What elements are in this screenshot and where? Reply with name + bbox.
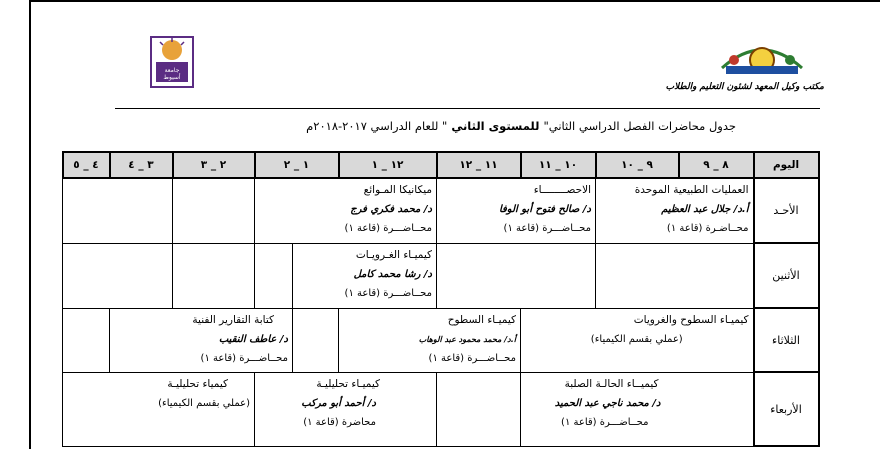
- period-header: ١١ _ ١٢: [437, 152, 521, 178]
- sunday-slot-1: [596, 178, 754, 243]
- period-header: ١ _ ٢: [255, 152, 339, 178]
- teacher: د/ محمد فكري فرج: [350, 204, 432, 215]
- institute-logo: [714, 38, 810, 80]
- subject: ميكانيكا المـوائع: [363, 184, 432, 196]
- subject: كيميـاء الغـرويـات: [355, 248, 432, 261]
- room: محــاضـــرة (قاعة ١): [344, 223, 432, 234]
- row-wednesday: [63, 372, 819, 446]
- empty-slot: [63, 178, 173, 243]
- teacher: د/ محمد ناجي عبد الحميد: [554, 397, 661, 409]
- empty-slot: [173, 243, 255, 308]
- wednesday-slot-1: [521, 372, 754, 446]
- room: محاضرة (قاعة ١): [303, 416, 376, 428]
- page-title: جدول محاضرات الفصل الدراسي الثاني" للمستوى الثاني " للعام الدراسي ٢٠١٧-٢٠١٨م: [306, 119, 736, 133]
- logo-caption-bottom: أسيوط: [163, 74, 181, 81]
- empty-slot: [596, 243, 754, 308]
- subject: العمليات الطبيعية الموحدة: [634, 184, 749, 196]
- row-monday: [63, 243, 819, 308]
- day-column-header: اليوم: [754, 152, 819, 178]
- period-header: ٣ _ ٤: [110, 152, 173, 178]
- lab-note: (عملي بقسم الكيمياء): [590, 333, 683, 345]
- monday-slot-1: [293, 243, 437, 308]
- wednesday-slot-3: [63, 372, 255, 446]
- period-header: ٩ _ ١٠: [596, 152, 679, 178]
- day-sunday: الأحـد: [754, 178, 819, 243]
- empty-slot: [63, 243, 173, 308]
- subject: الاحصــــــــاء: [533, 184, 591, 196]
- subject: كيمياء تحليليـة: [167, 377, 228, 390]
- teacher: د/ صالح فتوح أبو الوفا: [498, 204, 591, 215]
- office-title: مكتب وكيل المعهد لشئون التعليم والطلاب: [665, 82, 824, 92]
- empty-slot: [437, 243, 596, 308]
- subject: كيميـاء تحليليـة: [316, 377, 380, 390]
- room: محــاضـــرة (قاعة ١): [344, 287, 432, 299]
- period-header: ٨ _ ٩: [679, 152, 754, 178]
- teacher: د/ عاطف النقيب: [218, 333, 288, 345]
- room: محــاضـــرة (قاعة ١): [200, 352, 288, 364]
- empty-slot: [63, 308, 110, 372]
- teacher: أ.د/ محمد محمود عبد الوهاب: [418, 334, 516, 344]
- tuesday-slot-1: [521, 308, 754, 372]
- sunday-slot-3: [255, 178, 437, 243]
- day-tuesday: الثلاثاء: [754, 308, 819, 372]
- subject: كيميــاء الحالـة الصلبة: [564, 377, 659, 390]
- row-tuesday: [63, 308, 819, 372]
- header-divider: [115, 108, 820, 109]
- room: محــاضـــرة (قاعة ١): [561, 416, 649, 428]
- empty-slot: [437, 372, 521, 446]
- room: محــاضـرة (قاعة ١): [666, 223, 749, 234]
- teacher: د/ رشا محمد كامل: [353, 268, 432, 280]
- empty-slot: [293, 308, 339, 372]
- empty-slot: [173, 178, 255, 243]
- period-header: ٤ _ ٥: [63, 152, 110, 178]
- period-header: ٢ _ ٣: [173, 152, 255, 178]
- logo-caption-top: جامعة: [164, 67, 180, 74]
- subject: كتابة التقارير الفنية: [192, 313, 274, 326]
- subject: كيميـاء السطوح والغرويات: [633, 313, 749, 326]
- lab-note: (عملي بقسم الكيمياء): [158, 397, 250, 409]
- row-sunday: [63, 178, 819, 243]
- day-wednesday: الأربعاء: [754, 372, 819, 446]
- header-row: [63, 152, 819, 178]
- teacher: د/ أحمد أبو مركب: [301, 397, 376, 409]
- university-logo: [150, 36, 194, 88]
- empty-slot: [255, 243, 293, 308]
- room: محــاضـــرة (قاعة ١): [428, 352, 516, 364]
- period-header: ١٢ _ ١: [339, 152, 437, 178]
- sunday-slot-2: [437, 178, 596, 243]
- teacher: أ.د/ جلال عبد العظيم: [661, 204, 749, 215]
- wednesday-slot-2: [255, 372, 437, 446]
- period-header: ١٠ _ ١١: [521, 152, 596, 178]
- room: محــاضـــرة (قاعة ١): [503, 223, 591, 234]
- schedule-table: [62, 151, 820, 447]
- day-monday: الأثنين: [754, 243, 819, 308]
- tuesday-slot-2: [339, 308, 521, 372]
- tuesday-slot-3: [110, 308, 293, 372]
- subject: كيميـاء السطوح: [447, 313, 516, 326]
